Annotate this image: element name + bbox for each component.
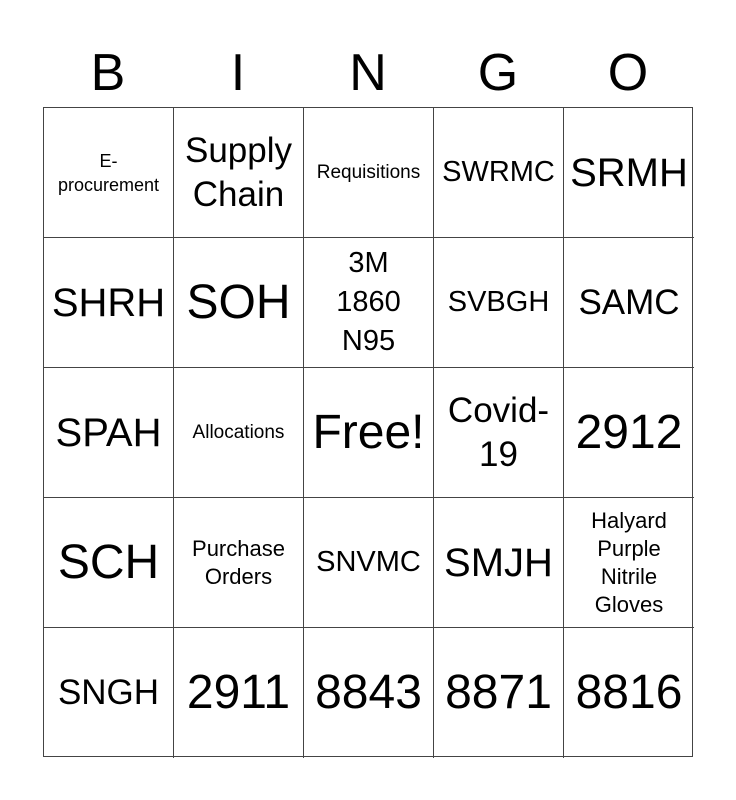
- cell-text: SWRMC: [442, 156, 555, 188]
- bingo-cell[interactable]: [304, 628, 434, 758]
- cell-text: 8871: [445, 666, 552, 719]
- cell-text: Requisitions: [316, 162, 421, 183]
- bingo-cell[interactable]: [304, 368, 434, 498]
- cell-text: SVBGH: [447, 286, 550, 318]
- cell-text: SHRH: [51, 280, 166, 325]
- cell-text: 8816: [575, 666, 683, 719]
- bingo-cell[interactable]: [44, 238, 174, 368]
- bingo-cell[interactable]: [564, 238, 694, 368]
- cell-text: SNGH: [57, 673, 160, 712]
- bingo-cell[interactable]: [434, 108, 564, 238]
- header-letter-b: B: [90, 44, 126, 102]
- cell-text: Supply Chain: [184, 130, 293, 214]
- header-letter-n: N: [349, 44, 387, 102]
- bingo-cell[interactable]: [44, 498, 174, 628]
- cell-text: SAMC: [578, 282, 680, 322]
- bingo-cell[interactable]: [304, 498, 434, 628]
- bingo-cell[interactable]: [174, 368, 304, 498]
- cell-text: Covid- 19: [447, 390, 550, 474]
- cell-text: SPAH: [55, 410, 162, 455]
- bingo-cell[interactable]: [174, 108, 304, 238]
- cell-text: E- procurement: [57, 150, 160, 195]
- bingo-cell[interactable]: [174, 498, 304, 628]
- bingo-cell[interactable]: [174, 238, 304, 368]
- cell-text: SCH: [57, 535, 160, 589]
- cell-text: 8843: [315, 666, 422, 719]
- cell-text: SOH: [186, 275, 291, 329]
- header-letter-i: I: [230, 44, 246, 102]
- header-letter-g: G: [477, 44, 519, 102]
- cell-text: 2912: [575, 405, 683, 459]
- cell-text: SNVMC: [316, 546, 421, 578]
- cell-text: 3M 1860 N95: [336, 247, 401, 357]
- cell-text: 2911: [186, 666, 291, 719]
- bingo-cell[interactable]: [434, 238, 564, 368]
- bingo-cell[interactable]: [564, 368, 694, 498]
- cell-text: SRMH: [570, 150, 688, 195]
- bingo-cell[interactable]: [44, 108, 174, 238]
- free-space: Free!: [312, 405, 425, 459]
- bingo-cell[interactable]: [304, 238, 434, 368]
- bingo-header: [43, 40, 693, 106]
- bingo-cell[interactable]: [564, 628, 694, 758]
- bingo-cell[interactable]: [434, 368, 564, 498]
- bingo-cell[interactable]: [434, 498, 564, 628]
- cell-text: Purchase Orders: [192, 535, 285, 589]
- bingo-board: [43, 107, 693, 757]
- bingo-cell[interactable]: [174, 628, 304, 758]
- bingo-cell[interactable]: [564, 108, 694, 238]
- cell-text: Allocations: [192, 422, 285, 443]
- cell-text: Halyard Purple Nitrile Gloves: [591, 507, 667, 617]
- bingo-cell[interactable]: [44, 368, 174, 498]
- bingo-cell[interactable]: [434, 628, 564, 758]
- cell-text: SMJH: [444, 540, 553, 585]
- bingo-cell[interactable]: [304, 108, 434, 238]
- bingo-cell[interactable]: [44, 628, 174, 758]
- bingo-cell[interactable]: [564, 498, 694, 628]
- header-letter-o: O: [607, 44, 649, 102]
